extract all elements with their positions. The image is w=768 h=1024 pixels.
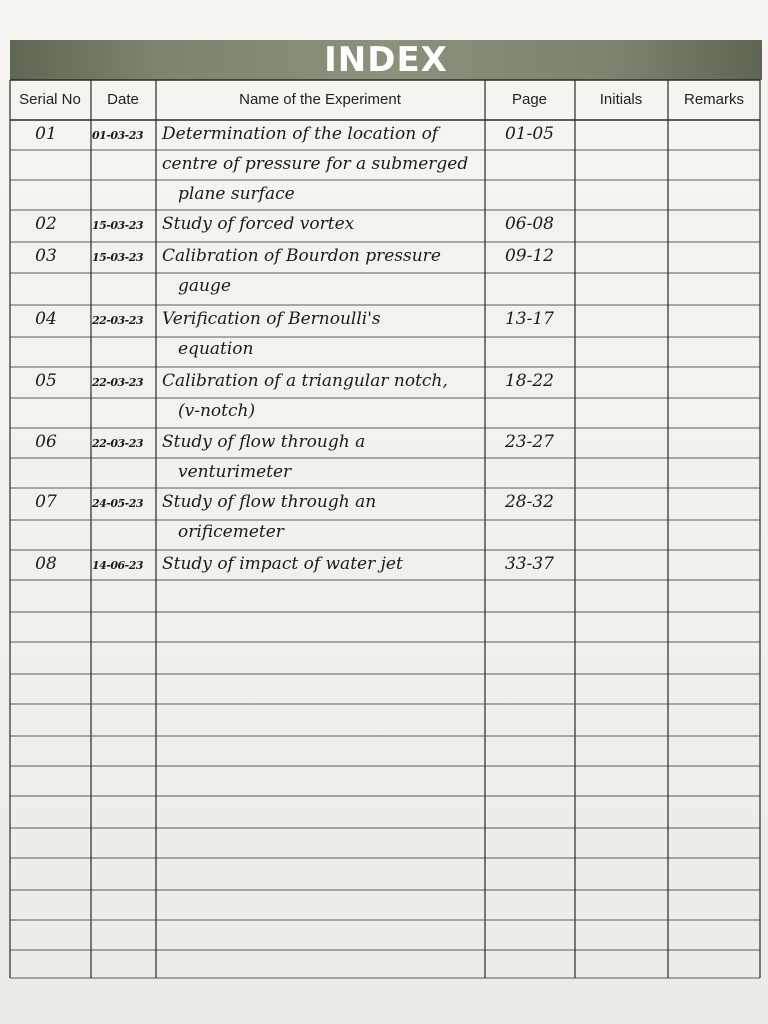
date-cell: 14-06-23 (92, 559, 144, 572)
experiment-name-line: (v-notch) (178, 401, 256, 421)
serial-number-cell: 02 (35, 214, 57, 234)
serial-number-cell: 06 (35, 432, 57, 452)
experiment-name-line: plane surface (178, 184, 295, 204)
experiment-name-line: equation (178, 339, 254, 359)
date-cell: 15-03-23 (92, 219, 144, 232)
experiment-name-line: Determination of the location of (162, 124, 439, 144)
date-cell: 22-03-23 (92, 314, 144, 327)
header-experiment-name: Name of the Experiment (239, 91, 401, 108)
experiment-name-line: venturimeter (178, 462, 292, 482)
serial-number-cell: 07 (35, 492, 57, 512)
experiment-name-line: orificemeter (178, 522, 284, 542)
experiment-name-line: Study of impact of water jet (162, 554, 403, 574)
experiment-name-line: Verification of Bernoulli's (162, 309, 381, 329)
date-cell: 22-03-23 (92, 437, 144, 450)
serial-number-cell: 03 (35, 246, 57, 266)
experiment-name-line: Study of forced vortex (162, 214, 355, 234)
page-range-cell: 06-08 (504, 214, 554, 234)
header-initials: Initials (599, 91, 643, 108)
page-range-cell: 09-12 (504, 246, 554, 266)
experiment-name-line: Study of flow through a (162, 432, 366, 452)
date-cell: 15-03-23 (92, 251, 144, 264)
header-remarks: Remarks (683, 91, 744, 108)
serial-number-cell: 04 (35, 309, 57, 329)
page-range-cell: 33-37 (504, 554, 554, 574)
header-page: Page (511, 91, 548, 108)
date-cell: 22-03-23 (92, 376, 144, 389)
experiment-name-line: gauge (178, 276, 231, 296)
page-range-cell: 18-22 (504, 371, 554, 391)
serial-number-cell: 01 (35, 124, 57, 144)
experiment-name-line: Calibration of Bourdon pressure (162, 246, 441, 266)
page-title: INDEX (324, 40, 448, 80)
page-range-cell: 23-27 (504, 432, 554, 452)
experiment-name-line: Calibration of a triangular notch, (162, 371, 448, 391)
date-cell: 24-05-23 (92, 497, 144, 510)
experiment-name-line: centre of pressure for a submerged (162, 154, 469, 174)
date-cell: 01-03-23 (92, 129, 144, 142)
page-range-cell: 28-32 (504, 492, 554, 512)
experiment-name-line: Study of flow through an (162, 492, 377, 512)
header-date: Date (107, 91, 139, 108)
page-range-cell: 01-05 (504, 124, 554, 144)
header-serial-no: Serial No (19, 91, 81, 108)
page-range-cell: 13-17 (504, 309, 554, 329)
serial-number-cell: 05 (35, 371, 57, 391)
serial-number-cell: 08 (35, 554, 57, 574)
